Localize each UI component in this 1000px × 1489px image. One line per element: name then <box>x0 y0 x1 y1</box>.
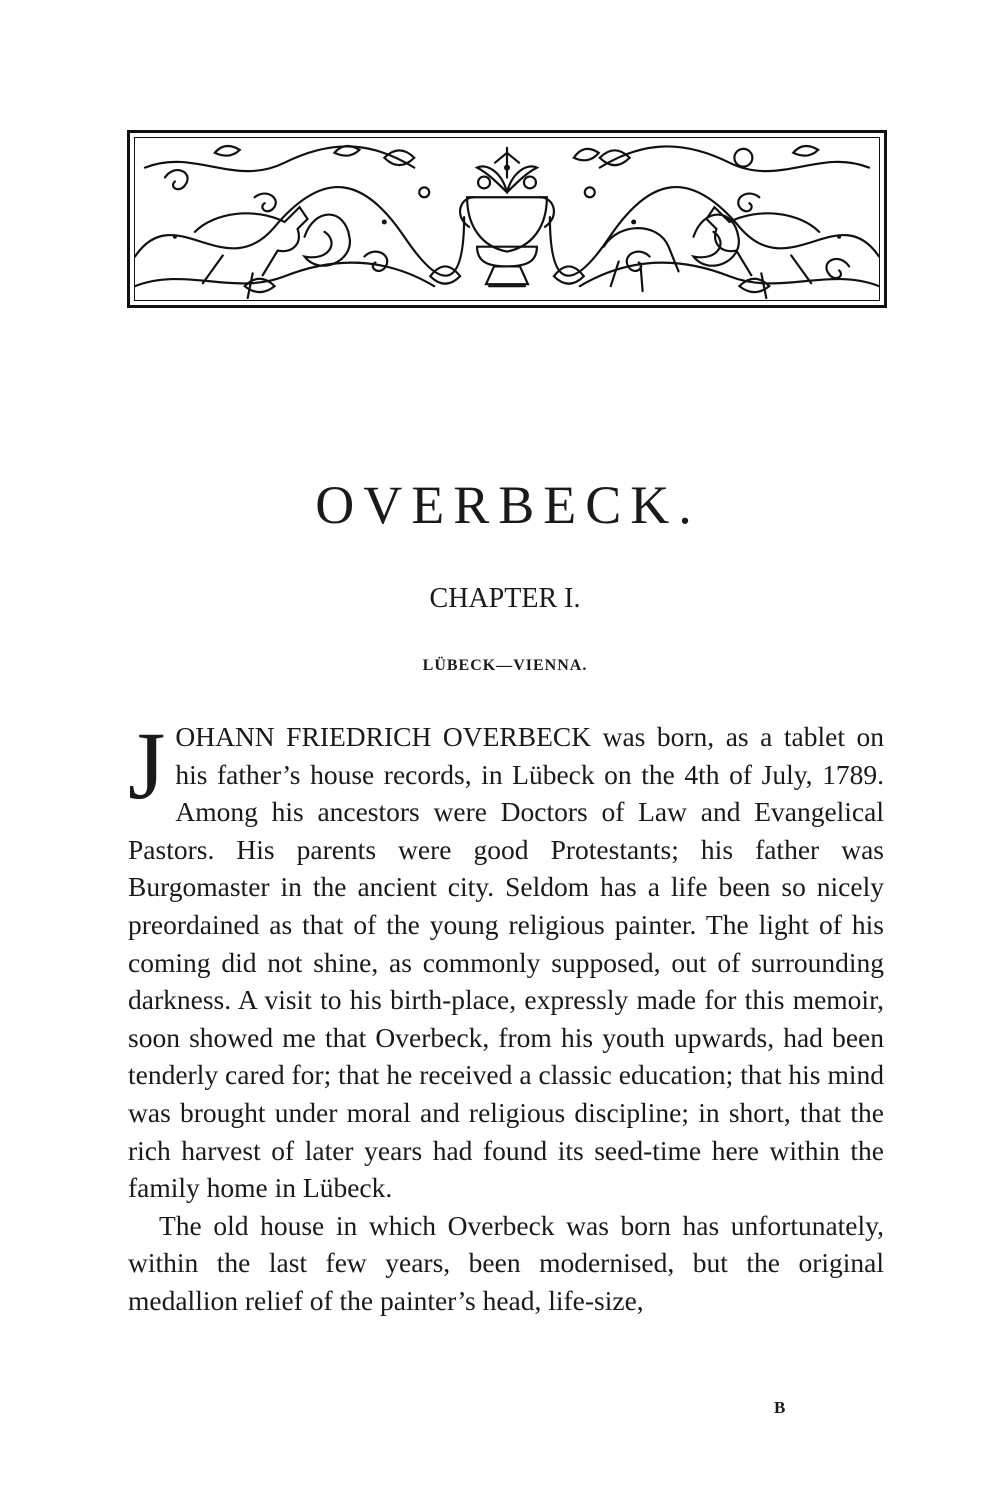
headpiece-foliage-icon <box>135 138 879 300</box>
paragraph-2: The old house in which Overbeck was born has unfortunately, within the last few years, been modernised, but the original medallion relief of the painter’s head, life-size, <box>128 1209 884 1316</box>
paragraph-1-text: OHANN FRIEDRICH OVERBECK was born, as a tablet on his father’s house records, in Lübeck on the 4th of July, 1789. Among his ancestors were Doctors of Law and Evangelical Pastors. His parents were good Protestants; his father was Burgomaster in the ancient city. Seldom has a life been so nicely preordained as that of the young religious painter. The light of his coming did not shine, as commonly supposed, out of surrounding darkness. A visit to his birth-place, expressly made for this memoir, soon showed me that Overbeck, from his youth upwards, had been tenderly cared for; that he received a classic education; that his mind was brought under moral and religious discipline; in short, that the rich harvest of later years had found its seed-time here within the family home in Lübeck. <box>128 721 884 1204</box>
chapter-subtitle: LÜBECK—VIENNA. <box>422 657 588 674</box>
engraved-headpiece-icon <box>127 130 887 308</box>
drop-cap: J <box>128 712 166 819</box>
page-title: OVERBECK. <box>315 475 701 535</box>
headpiece-frame <box>134 137 880 301</box>
paragraph-1 <box>128 712 884 1207</box>
chapter-heading: CHAPTER I. <box>429 583 581 614</box>
signature-mark: B <box>774 1398 786 1417</box>
body-text <box>128 712 884 1320</box>
